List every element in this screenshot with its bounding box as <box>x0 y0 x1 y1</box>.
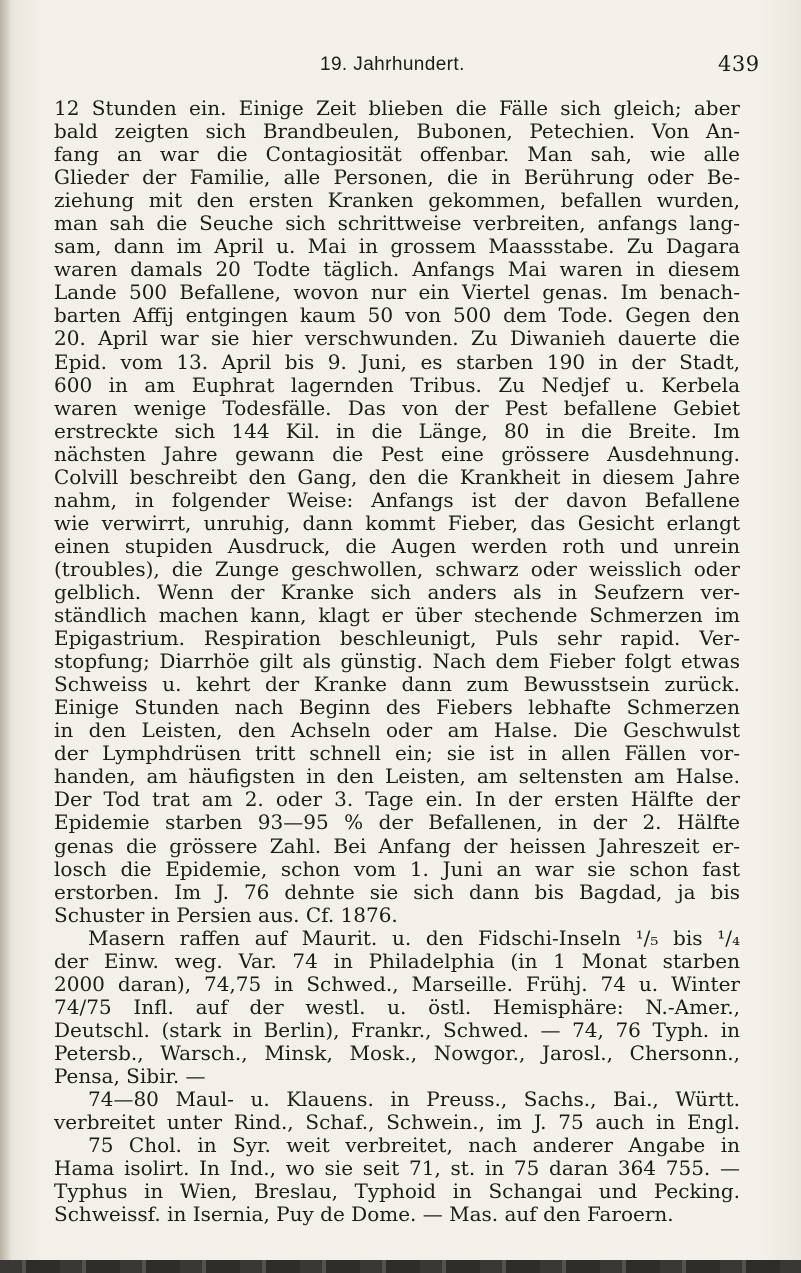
text-line: Colvill beschreibt den Gang, den die Krankheit in diesem Jahre <box>54 464 740 489</box>
page-number: 439 <box>718 52 760 76</box>
text-line: genas die grössere Zahl. Bei Anfang der heissen Jahreszeit er- <box>54 833 740 858</box>
text-line: Deutschl. (stark in Berlin), Frankr., Schwed. — 74, 76 Typh. in <box>54 1017 740 1042</box>
text-line: sam, dann im April u. Mai in grossem Maassstabe. Zu Dagara <box>54 234 740 259</box>
text-line: Epigastrium. Respiration beschleunigt, Puls sehr rapid. Ver- <box>54 626 740 651</box>
text-line: Der Tod trat am 2. oder 3. Tage ein. In der ersten Hälfte der <box>54 787 740 812</box>
text-line: in den Leisten, den Achseln oder am Halse. Die Geschwulst <box>54 718 740 743</box>
text-line: Pensa, Sibir. — <box>54 1063 206 1088</box>
text-line: Schweiss u. kehrt der Kranke dann zum Bewusstsein zurück. <box>54 672 740 697</box>
text-line: Einige Stunden nach Beginn des Fiebers lebhafte Schmerzen <box>54 695 740 720</box>
text-line: Epidemie starben 93—95 % der Befallenen, in der 2. Hälfte <box>54 810 740 835</box>
text-line: handen, am häufigsten in den Leisten, am seltensten am Halse. <box>54 764 740 789</box>
text-line: 12 Stunden ein. Einige Zeit blieben die Fälle sich gleich; aber <box>54 96 740 120</box>
text-line: der Einw. weg. Var. 74 in Philadelphia (in 1 Monat starben <box>54 948 740 973</box>
text-line: 600 in am Euphrat lagernden Tribus. Zu Nedjef u. Kerbela <box>54 372 740 397</box>
body-text <box>54 97 740 1226</box>
text-line: barten Affij entgingen kaum 50 von 500 dem Tode. Gegen den <box>54 303 740 328</box>
text-line: 75 Chol. in Syr. weit verbreitet, nach anderer Angabe in <box>88 1133 740 1158</box>
text-line: (troubles), die Zunge geschwollen, schwarz oder weisslich oder <box>54 556 740 581</box>
text-line: Masern raffen auf Maurit. u. den Fidschi-Inseln ¹/₅ bis ¹/₄ <box>88 925 740 950</box>
text-line: losch die Epidemie, schon vom 1. Juni an war sie schon fast <box>54 856 740 881</box>
text-line: erstreckte sich 144 Kil. in die Länge, 80 in die Breite. Im <box>54 418 740 443</box>
text-line: waren wenige Todesfälle. Das von der Pest befallene Gebiet <box>54 395 740 420</box>
text-line: erstorben. Im J. 76 dehnte sie sich dann bis Bagdad, ja bis <box>54 879 740 904</box>
text-line: man sah die Seuche sich schrittweise verbreiten, anfangs lang- <box>54 211 740 236</box>
page-header <box>0 52 801 82</box>
text-line: gelblich. Wenn der Kranke sich anders als in Seufzern ver- <box>54 579 740 604</box>
text-line: einen stupiden Ausdruck, die Augen werden roth und unrein <box>54 533 740 558</box>
text-line: waren damals 20 Todte täglich. Anfangs Mai waren in diesem <box>54 257 740 282</box>
text-line: Lande 500 Befallene, wovon nur ein Viertel genas. Im benach- <box>54 280 740 305</box>
text-line: ziehung mit den ersten Kranken gekommen, befallen wurden, <box>54 188 740 213</box>
text-line: fang an war die Contagiosität offenbar. Man sah, wie alle <box>54 142 740 167</box>
text-line: 2000 daran), 74,75 in Schwed., Marseille. Frühj. 74 u. Winter <box>54 971 740 996</box>
scan-edge-strip <box>0 1260 801 1273</box>
text-line: verbreitet unter Rind., Schaf., Schwein., im J. 75 auch in Engl. <box>54 1110 740 1135</box>
text-line: Schuster in Persien aus. Cf. 1876. <box>54 902 398 927</box>
text-line: der Lymphdrüsen tritt schnell ein; sie ist in allen Fällen vor- <box>54 741 740 766</box>
text-line: nächsten Jahre gewann die Pest eine grössere Ausdehnung. <box>54 441 740 466</box>
text-line: wie verwirrt, unruhig, dann kommt Fieber, das Gesicht erlangt <box>54 510 740 535</box>
spine-shadow <box>0 0 12 1273</box>
text-line: Schweissf. in Isernia, Puy de Dome. — Mas. auf den Faroern. <box>54 1202 674 1227</box>
text-line: Glieder der Familie, alle Personen, die in Berührung oder Be- <box>54 165 740 190</box>
text-line: 20. April war sie hier verschwunden. Zu Diwanieh dauerte die <box>54 326 740 351</box>
text-line: ständlich machen kann, klagt er über stechende Schmerzen im <box>54 603 740 628</box>
text-line: 74/75 Infl. auf der westl. u. östl. Hemisphäre: N.-Amer., <box>54 994 740 1019</box>
text-line: Hama isolirt. In Ind., wo sie seit 71, st. in 75 daran 364 755. — <box>54 1156 740 1181</box>
text-line: 74—80 Maul- u. Klauens. in Preuss., Sachs., Bai., Württ. <box>88 1087 740 1112</box>
text-line: Petersb., Warsch., Minsk, Mosk., Nowgor., Jarosl., Chersonn., <box>54 1040 740 1065</box>
text-line: stopfung; Diarrhöe gilt als günstig. Nach dem Fieber folgt etwas <box>54 649 740 674</box>
text-line: nahm, in folgender Weise: Anfangs ist der davon Befallene <box>54 487 740 512</box>
text-line: Epid. vom 13. April bis 9. Juni, es starben 190 in der Stadt, <box>54 349 740 374</box>
text-line: bald zeigten sich Brandbeulen, Bubonen, Petechien. Von An- <box>54 119 740 144</box>
running-head: 19. Jahrhundert. <box>320 54 465 75</box>
text-line: Typhus in Wien, Breslau, Typhoid in Schangai und Pecking. <box>54 1179 740 1204</box>
